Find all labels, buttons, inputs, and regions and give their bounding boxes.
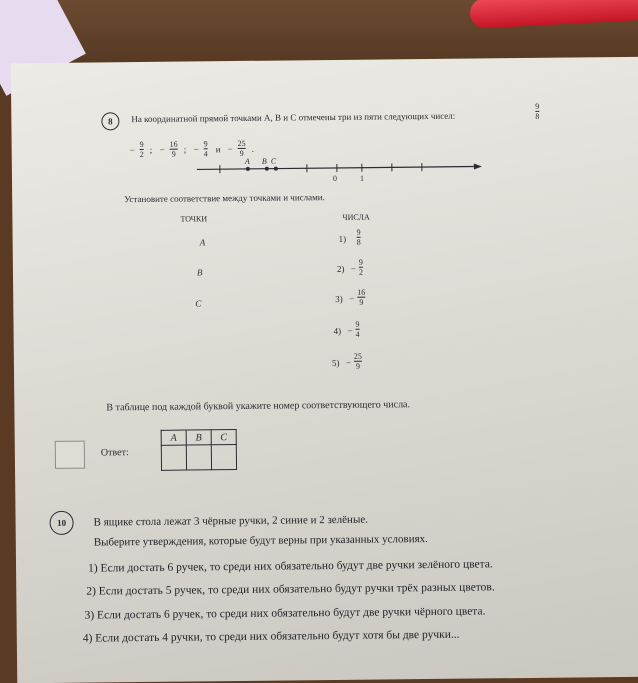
point-label-a: A xyxy=(245,157,250,166)
point-a: A xyxy=(200,237,206,247)
answer-header-c: C xyxy=(211,430,236,445)
task8-instruction: Установите соответствие между точками и числами. xyxy=(124,192,325,204)
task-number-8: 8 xyxy=(101,112,119,130)
answer-cell-c[interactable] xyxy=(211,445,236,470)
task10-line2: Выберите утверждения, которые будут верны при указанных условиях. xyxy=(94,533,428,548)
points-header: ТОЧКИ xyxy=(180,214,207,223)
task10-item-4: 4) Если достать 4 ручки, то среди них обязательно будут хотя бы две ручки... xyxy=(83,629,460,645)
answer-check-box xyxy=(55,441,85,469)
task10-item-2: 2) Если достать 5 ручек, то среди них обязательно будут ручки трёх разных цветов. xyxy=(86,581,495,597)
table-instruction: В таблице под каждой буквой укажите номер соответствующего числа. xyxy=(106,399,410,413)
task10-line1: В ящике стола лежат 3 чёрные ручки, 2 синие и 2 зелёные. xyxy=(94,514,368,529)
option-1: 1) 9 8 xyxy=(339,227,399,252)
number-line xyxy=(192,150,492,193)
task8-statement: На координатной прямой точками A, B и C отмечены три из пяти следующих чисел: xyxy=(131,111,455,124)
answer-header-b: B xyxy=(186,430,211,445)
task10-item-1: 1) Если достать 6 ручек, то среди них обязательно будут две ручки зелёного цвета. xyxy=(88,558,493,574)
task-number-10: 10 xyxy=(49,511,73,535)
option-3: 3) − 16 9 xyxy=(335,287,395,312)
point-b: B xyxy=(197,267,203,277)
point-label-b: B xyxy=(262,157,267,166)
answer-cell-a[interactable] xyxy=(161,445,186,470)
option-5: 5) − 25 9 xyxy=(332,351,392,376)
answer-label: Ответ: xyxy=(101,447,129,458)
answer-header-a: A xyxy=(161,430,186,445)
answer-cell-b[interactable] xyxy=(186,445,211,470)
task10-item-3: 3) Если достать 6 ручек, то среди них обязательно будут две ручки чёрного цвета. xyxy=(84,605,485,621)
number-line-one: 1 xyxy=(360,174,364,183)
exam-sheet xyxy=(11,57,638,683)
point-label-c: C xyxy=(271,157,276,166)
number-line-zero: 0 xyxy=(333,174,337,183)
option-2: 2) − 9 2 xyxy=(337,257,397,282)
point-c: C xyxy=(195,298,201,308)
numbers-header: ЧИСЛА xyxy=(342,213,369,222)
task8-first-number: 9 8 xyxy=(535,102,539,121)
task8-number-list: − 9 2 ; − 16 9 ; − 9 4 и − 25 9 . xyxy=(130,138,330,162)
option-4: 4) − 9 4 xyxy=(333,319,393,344)
answer-table xyxy=(161,429,237,471)
